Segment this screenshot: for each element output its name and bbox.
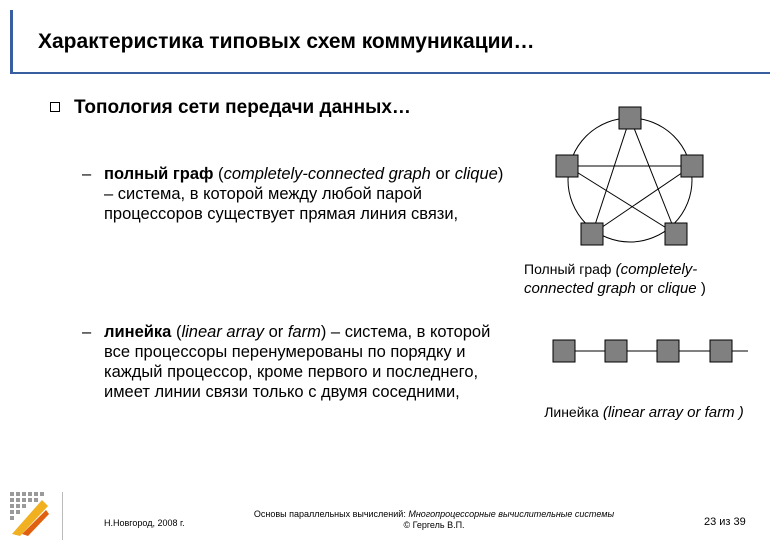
slide-title: Характеристика типовых схем коммуникации… xyxy=(38,30,535,53)
caption-ru: Полный граф xyxy=(524,261,612,277)
processor-node xyxy=(619,107,641,129)
or-word: or xyxy=(264,323,288,341)
full-graph-diagram xyxy=(546,100,716,250)
caption-en: (linear array or farm ) xyxy=(598,404,744,421)
linear-array-term-en: linear array xyxy=(181,323,264,341)
processor-node xyxy=(581,223,603,245)
processor-node xyxy=(665,223,687,245)
title-accent-vertical xyxy=(10,10,13,74)
linear-array-term: линейка xyxy=(104,323,172,341)
linear-array-term-en2: farm xyxy=(287,323,321,341)
caption-close: ) xyxy=(696,280,706,297)
full-graph-term-en: completely-connected graph xyxy=(223,165,431,183)
footer-author: © Гергель В.П. xyxy=(403,520,465,530)
processor-node xyxy=(556,155,578,177)
caption-or: or xyxy=(635,280,658,297)
processor-node xyxy=(605,340,627,362)
processor-node xyxy=(681,155,703,177)
linear-array-caption xyxy=(524,403,764,422)
full-graph-caption xyxy=(524,260,764,298)
full-graph-paragraph xyxy=(82,164,514,224)
full-graph-term: полный граф xyxy=(104,165,214,183)
linear-array-diagram xyxy=(548,335,764,367)
full-graph-description: – система, в которой между любой парой процессоров существует прямая линия связи, xyxy=(104,185,459,223)
or-word: or xyxy=(430,165,455,183)
dash-bullet: – xyxy=(82,165,92,183)
caption-en2: clique xyxy=(657,280,697,297)
title-accent-horizontal xyxy=(10,72,770,74)
full-graph-term-en2: clique xyxy=(454,165,498,183)
footer-course-section: Многопроцессорные вычислительные системы xyxy=(408,509,615,519)
dash-bullet: – xyxy=(82,323,92,341)
edge xyxy=(592,118,630,234)
caption-ru: Линейка xyxy=(544,404,599,420)
footer-course-name: Основы параллельных вычислений: xyxy=(253,509,409,519)
linear-array-paragraph xyxy=(82,322,514,402)
linear-array-description: – система, в которой все процессоры перенумерованы по порядку и каждый процессор, кроме первого и последнего, имеет линии связи только с двумя соседними, xyxy=(104,323,491,401)
processor-node xyxy=(657,340,679,362)
square-bullet-icon xyxy=(50,102,60,112)
title-bar xyxy=(10,10,770,74)
university-logo-icon xyxy=(8,490,50,536)
paren: ( xyxy=(171,323,182,341)
paren: ( xyxy=(213,165,224,183)
caption-en: (completely-connected graph xyxy=(524,261,698,297)
page-number: 23 из 39 xyxy=(704,516,746,528)
footer-divider xyxy=(62,492,63,540)
topic-heading: Топология сети передачи данных… xyxy=(74,97,411,118)
edge xyxy=(630,118,676,234)
paren: ) xyxy=(497,165,504,183)
footer-course xyxy=(244,509,624,531)
paren: ) xyxy=(320,323,327,341)
footer-location: Н.Новгород, 2008 г. xyxy=(104,518,185,528)
processor-node xyxy=(710,340,732,362)
processor-node xyxy=(553,340,575,362)
